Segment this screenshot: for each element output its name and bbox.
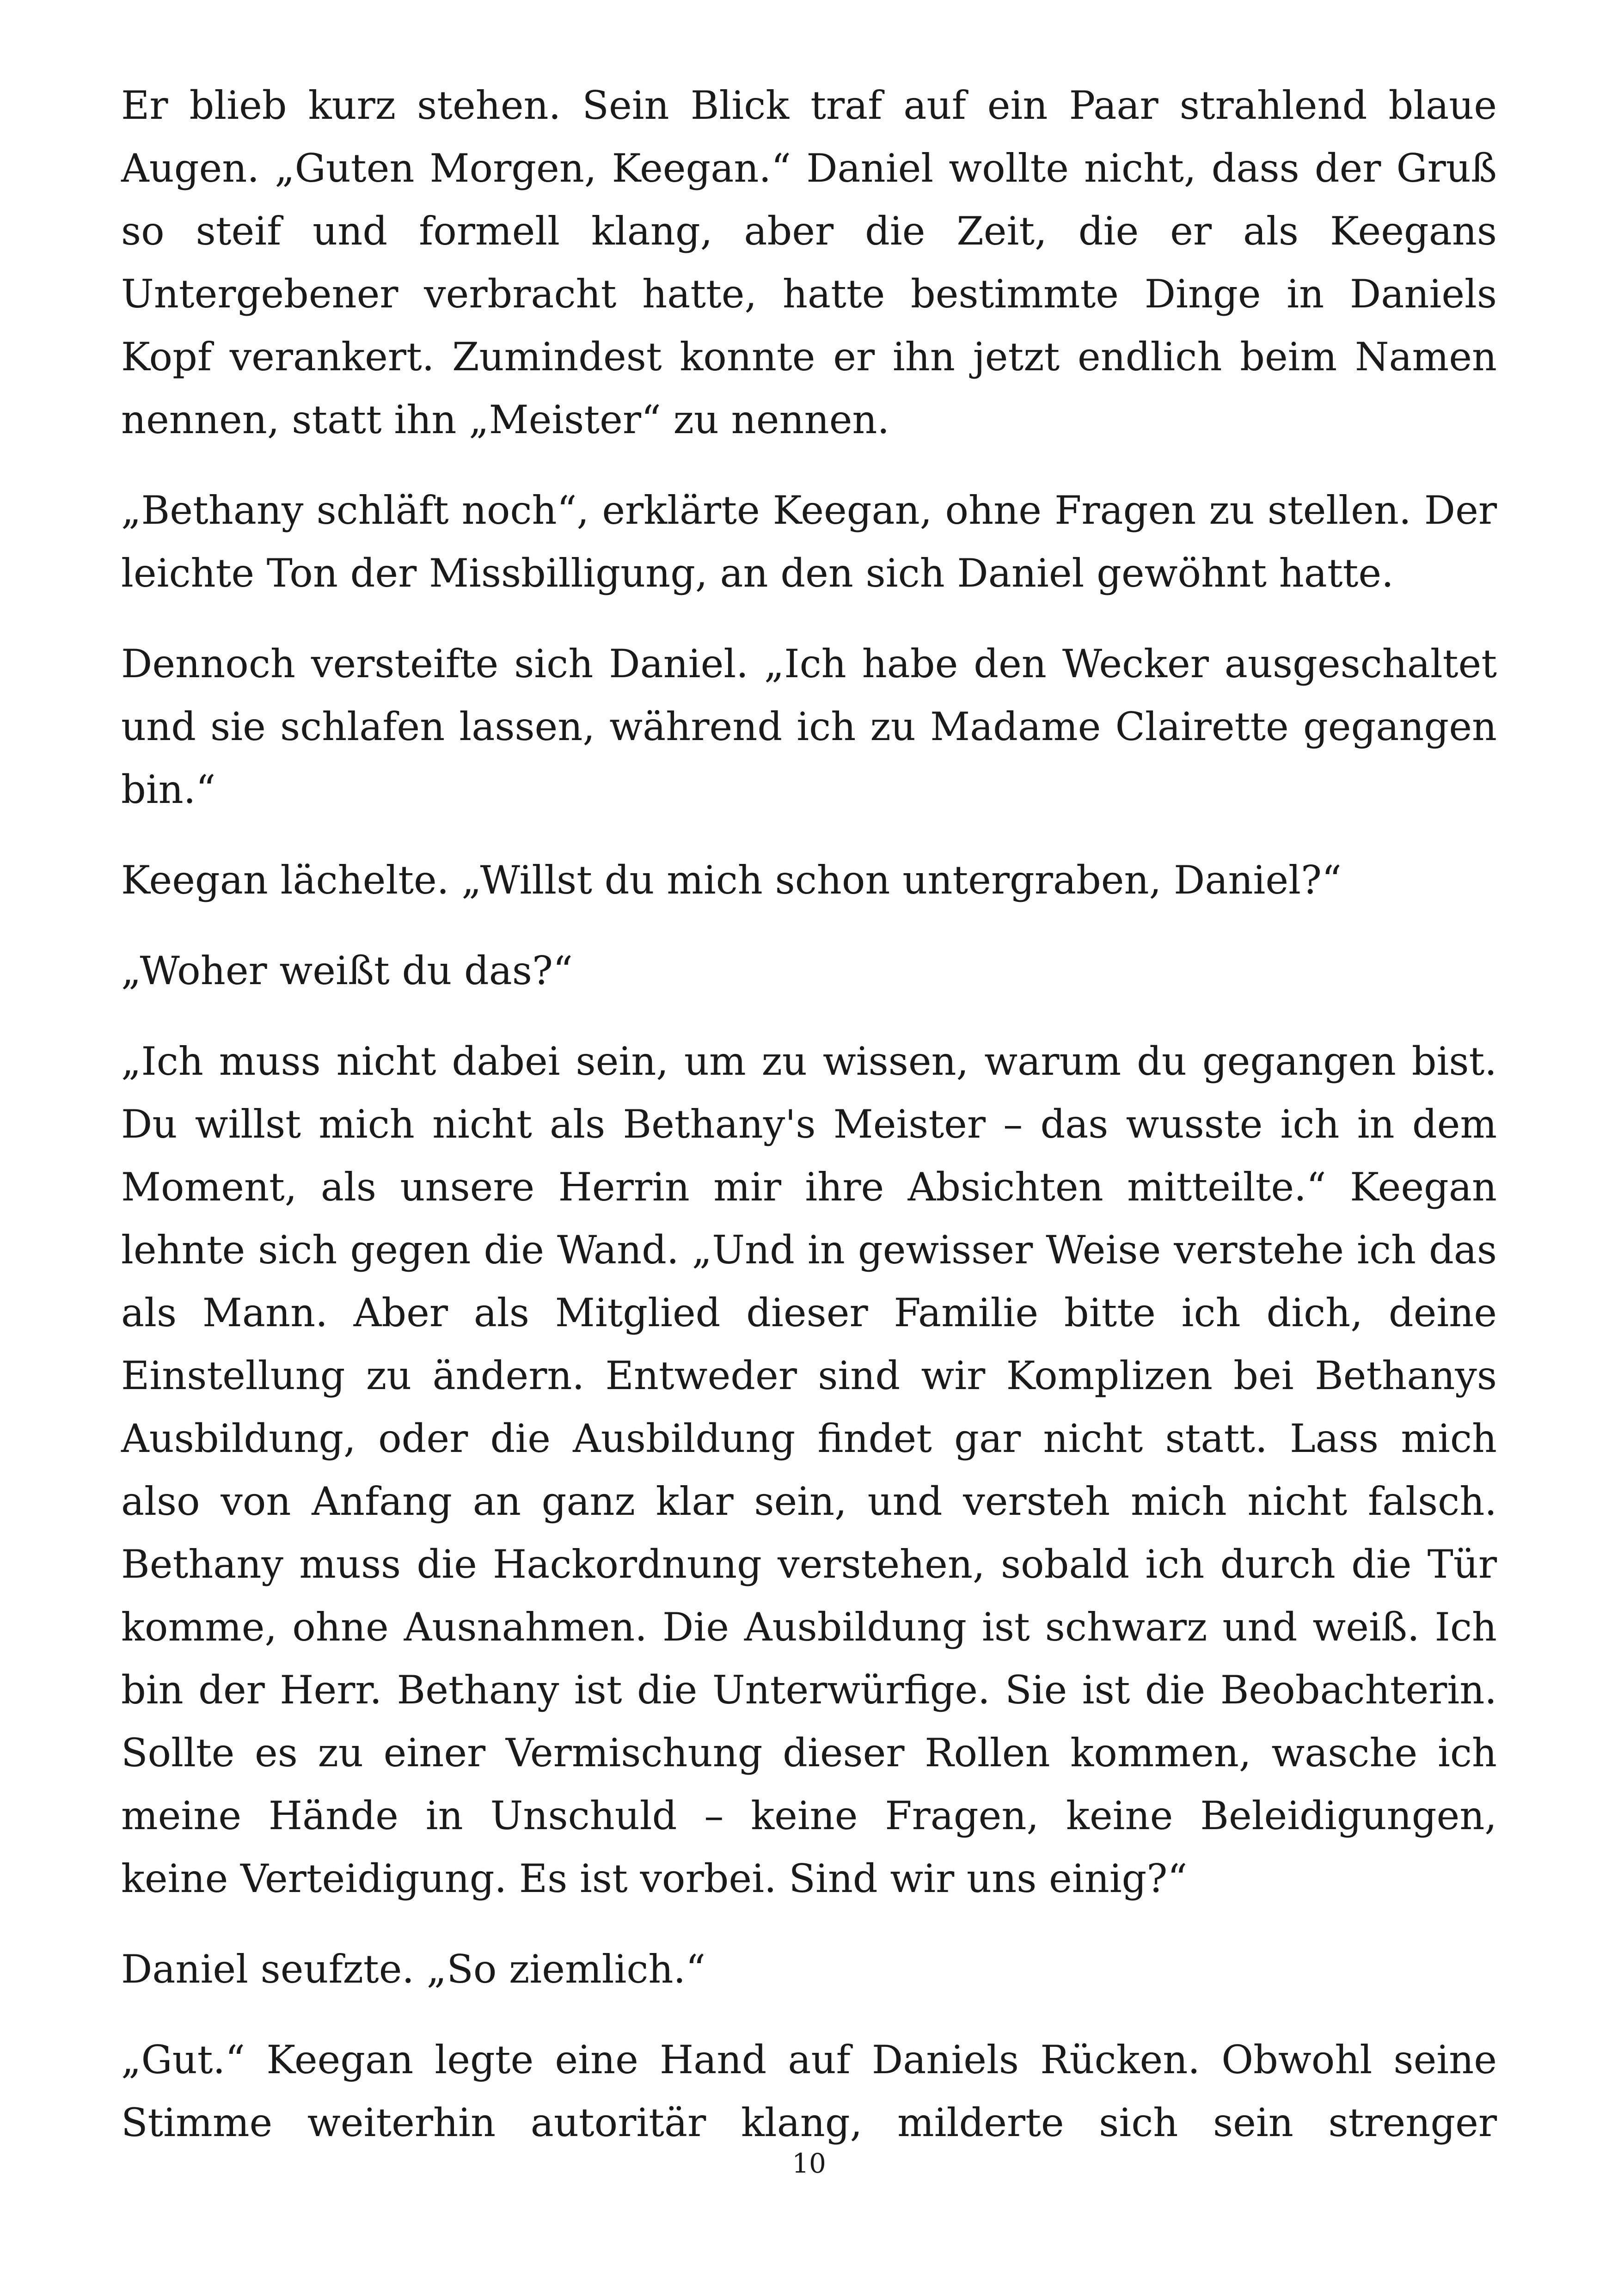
paragraph: „Gut.“ Keegan legte eine Hand auf Daniels Rücken. Obwohl seine Stimme weiterhin autoritär klang, milderte sich sein strenger [121,2037,1497,2145]
paragraph: Keegan lächelte. „Willst du mich schon untergraben, Daniel?“ [121,857,1342,903]
paragraph: Daniel seufzte. „So ziemlich.“ [121,1947,706,1992]
paragraph: „Bethany schläft noch“, erklärte Keegan, ohne Fragen zu stellen. Der leichte Ton der Missbilligung, an den sich Daniel gewöhnt hatte. [121,488,1497,596]
paragraph: Er blieb kurz stehen. Sein Blick traf auf ein Paar strahlend blaue Augen. „Guten Morgen, Keegan.“ Daniel wollte nicht, dass der Gruß so steif und formell klang, aber die Zeit, die er als Keegans Untergebener verbracht hatte, hatte bestimmte Dinge in Daniels Kopf verankert. Zumindest konnte er ihn jetzt endlich beim Namen nennen, statt ihn „Meister“ zu nennen. [121,83,1497,442]
body-text [121,74,1497,2182]
page-number: 10 [792,2148,826,2179]
paragraph: „Ich muss nicht dabei sein, um zu wissen, warum du gegangen bist. Du willst mich nicht als Bethany's Meister – das wusste ich in dem Moment, als unsere Herrin mir ihre Absichten mitteilte.“ Keegan lehnte sich gegen die Wand. „Und in gewisser Weise verstehe ich das als Mann. Aber als Mitglied dieser Familie bitte ich dich, deine Einstellung zu ändern. Entweder sind wir Komplizen bei Bethanys Ausbildung, oder die Ausbildung findet gar nicht statt. Lass mich also von Anfang an ganz klar sein, und versteh mich nicht falsch. Bethany muss die Hackordnung verstehen, sobald ich durch die Tür komme, ohne Ausnahmen. Die Ausbildung ist schwarz und weiß. Ich bin der Herr. Bethany ist die Unterwürfige. Sie ist die Beobachterin. Sollte es zu einer Vermischung dieser Rollen kommen, wasche ich meine Hände in Unschuld – keine Fragen, keine Beleidigungen, keine Verteidigung. Es ist vorbei. Sind wir uns einig?“ [121,1039,1497,1901]
paragraph: „Woher weißt du das?“ [121,948,573,993]
paragraph: Dennoch versteifte sich Daniel. „Ich habe den Wecker ausgeschaltet und sie schlafen lassen, während ich zu Madame Clairette gegangen bin.“ [121,641,1497,812]
